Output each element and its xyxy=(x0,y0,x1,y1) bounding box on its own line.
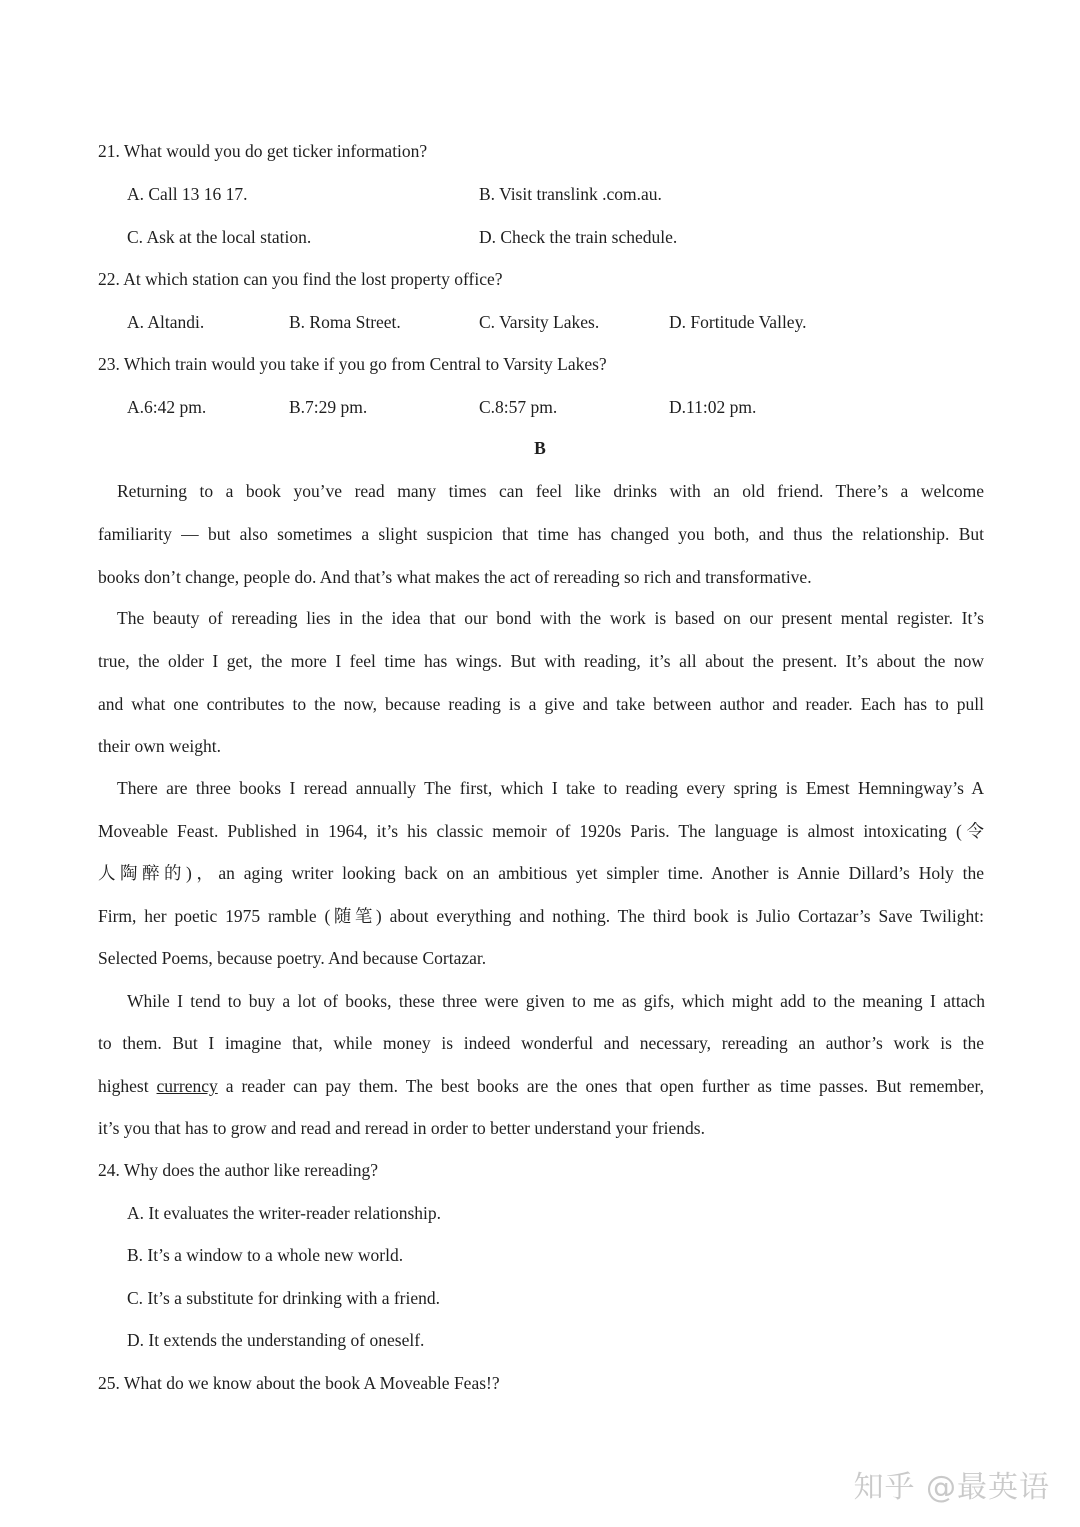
question-24-option-d: D. It extends the understanding of oneself. xyxy=(127,1330,425,1350)
passage-p3-line: 人陶醉的)，an aging writer looking back on an ambitious yet simpler time. Another is Annie Dillard’s Holy the xyxy=(98,863,984,883)
question-23-option-d: D.11:02 pm. xyxy=(669,397,757,417)
question-24-option-c: C. It’s a substitute for drinking with a friend. xyxy=(127,1288,441,1308)
passage-p2-line: true, the older I get, the more I feel time has wings. But with reading, it’s all about the present. It’s about the now xyxy=(98,651,984,671)
passage-p2-line: their own weight. xyxy=(98,736,221,756)
passage-p2-line: and what one contributes to the now, because reading is a give and take between author and reader. Each has to pull xyxy=(98,694,984,714)
passage-p2-line: The beauty of rereading lies in the idea that our bond with the work is based on our present mental register. It’s xyxy=(117,608,984,628)
question-21-option-a: A. Call 13 16 17. xyxy=(127,184,248,204)
passage-text: highest xyxy=(98,1076,157,1096)
question-21-option-b: B. Visit translink .com.au. xyxy=(479,184,662,204)
question-22-option-c: C. Varsity Lakes. xyxy=(479,312,600,332)
passage-p4-line-with-underline xyxy=(98,1075,984,1097)
question-24-option-a: A. It evaluates the writer-reader relationship. xyxy=(127,1203,442,1223)
question-23-option-c: C.8:57 pm. xyxy=(479,397,558,417)
passage-p4-line: to them. But I imagine that, while money is indeed wonderful and necessary, rereading an author’s work is the xyxy=(98,1033,984,1053)
question-25: 25. What do we know about the book A Moveable Feas!? xyxy=(98,1373,500,1393)
passage-p3-line: There are three books I reread annually The first, which I take to reading every spring is Emest Hemningway’s A xyxy=(117,778,984,798)
question-21-option-c: C. Ask at the local station. xyxy=(127,227,312,247)
passage-p4-line: While I tend to buy a lot of books, these three were given to me as gifs, which might add to the meaning I attach xyxy=(127,991,985,1011)
question-21: 21. What would you do get ticker information? xyxy=(98,141,428,161)
passage-p3-line: Firm, her poetic 1975 ramble (随笔) about everything and nothing. The third book is Julio Cortazar’s Save Twilight: xyxy=(98,906,984,926)
question-24: 24. Why does the author like rereading? xyxy=(98,1160,379,1180)
question-21-option-d: D. Check the train schedule. xyxy=(479,227,678,247)
passage-p1-line: familiarity — but also sometimes a slight suspicion that time has changed you both, and thus the relationship. But xyxy=(98,524,984,544)
question-22-option-a: A. Altandi. xyxy=(127,312,205,332)
passage-p1-line: books don’t change, people do. And that’s what makes the act of rereading so rich and transformative. xyxy=(98,567,812,587)
underlined-word-currency: currency xyxy=(156,1076,218,1096)
passage-p1-line: Returning to a book you’ve read many times can feel like drinks with an old friend. There’s a welcome xyxy=(117,481,984,501)
passage-text: a reader can pay them. The best books are the ones that open further as time passes. But remember, xyxy=(217,1076,984,1096)
question-22-option-d: D. Fortitude Valley. xyxy=(669,312,807,332)
question-23: 23. Which train would you take if you go from Central to Varsity Lakes? xyxy=(98,354,607,374)
question-24-option-b: B. It’s a window to a whole new world. xyxy=(127,1245,404,1265)
passage-p4-line: it’s you that has to grow and read and reread in order to better understand your friends. xyxy=(98,1118,705,1138)
question-23-option-b: B.7:29 pm. xyxy=(289,397,368,417)
watermark: 知乎 @最英语 xyxy=(853,1470,1050,1505)
passage-p3-line: Moveable Feast. Published in 1964, it’s his classic memoir of 1920s Paris. The language is almost intoxicating (令 xyxy=(98,821,984,841)
question-23-option-a: A.6:42 pm. xyxy=(127,397,207,417)
section-heading: B xyxy=(534,438,546,458)
question-22: 22. At which station can you find the lost property office? xyxy=(98,269,503,289)
question-22-option-b: B. Roma Street. xyxy=(289,312,401,332)
passage-p3-line: Selected Poems, because poetry. And because Cortazar. xyxy=(98,948,487,968)
